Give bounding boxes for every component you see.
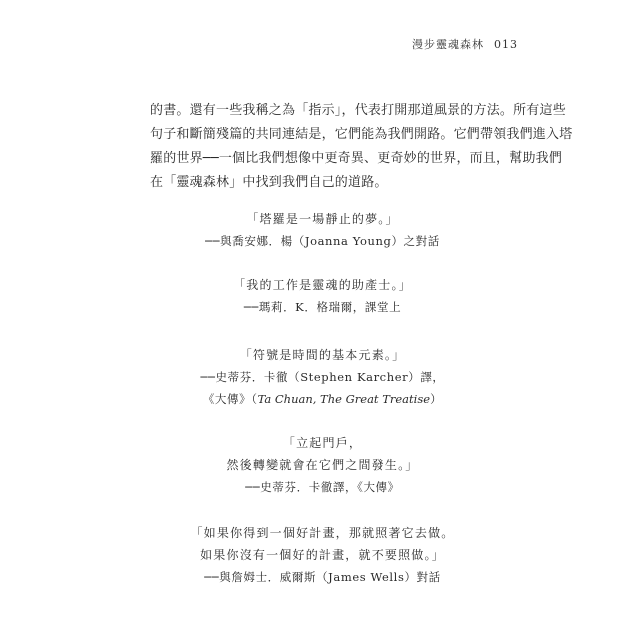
body-paragraph [150,99,573,195]
source-prefix: 《大傳》（ [202,392,258,406]
quote-line: 然後轉變就會在它們之間發生。」 [226,458,419,472]
quote-attribution: ──與喬安娜．楊（Joanna Young）之對話 [205,234,440,248]
quote-block [150,432,495,498]
quote-attribution-source [150,388,495,410]
quote-line: 「立起門戶， [282,436,363,450]
quote-attribution: ──史蒂芬．卡徹（Stephen Karcher）譯， [200,370,445,384]
source-suffix: ） [430,392,443,406]
source-title: Ta Chuan, The Great Treatise [257,392,431,406]
running-head [412,36,518,52]
body-line: 句子和斷簡殘篇的共同連結是，它們能為我們開路。它們帶領我們進入塔 [150,127,573,142]
quote-line: 「我的工作是靈魂的助產士。」 [233,278,412,292]
body-line: 羅的世界──一個比我們想像中更奇異、更奇妙的世界，而且，幫助我們 [150,151,563,166]
body-line: 的書。還有一些我稱之為「指示」，代表打開那道風景的方法。所有這些 [150,103,566,118]
quote-block [150,344,495,410]
quote-attribution: ──與詹姆士．威爾斯（James Wells）對話 [204,570,441,584]
quote-block [150,274,495,318]
body-line: 在「靈魂森林」中找到我們自己的道路。 [150,175,388,190]
quote-line: 「符號是時間的基本元素。」 [239,348,406,362]
running-head-title: 漫步靈魂森林 [412,38,484,51]
quote-line: 如果你沒有一個好的計畫，就不要照做。」 [200,548,445,562]
page-number: 013 [494,38,518,51]
quote-line: 「塔羅是一場靜止的夢。」 [246,212,399,226]
quote-block [150,208,495,252]
quote-attribution: ──史蒂芬．卡徹譯，《大傳》 [245,480,400,494]
quote-line: 「如果你得到一個好計畫，那就照著它去做。 [190,526,455,540]
quote-block [150,522,495,588]
quote-attribution: ──瑪莉．K．格瑞爾，課堂上 [243,300,402,314]
